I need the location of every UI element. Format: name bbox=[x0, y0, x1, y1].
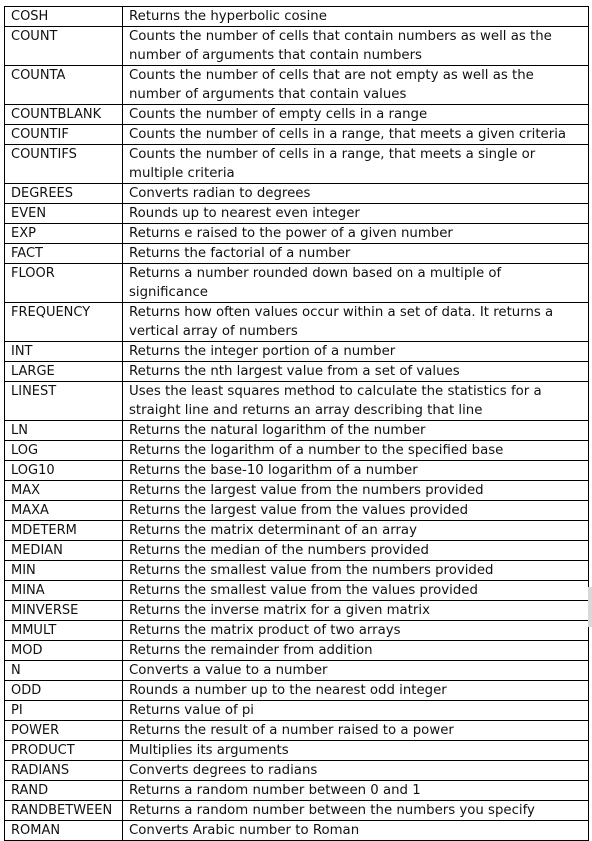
function-description-cell: Returns a random number between 0 and 1 bbox=[123, 781, 589, 801]
table-row bbox=[5, 224, 589, 244]
function-name-cell: COUNTIF bbox=[5, 125, 123, 145]
function-description-cell: Converts degrees to radians bbox=[123, 761, 589, 781]
function-name-cell: MAX bbox=[5, 481, 123, 501]
table-row bbox=[5, 145, 589, 184]
table-row bbox=[5, 342, 589, 362]
function-name-cell: RAND bbox=[5, 781, 123, 801]
function-table-container bbox=[4, 6, 588, 841]
function-name-cell: MOD bbox=[5, 641, 123, 661]
function-name-cell: LINEST bbox=[5, 382, 123, 421]
table-row bbox=[5, 621, 589, 641]
table-row bbox=[5, 561, 589, 581]
page-edge-marker bbox=[588, 587, 592, 627]
table-row bbox=[5, 421, 589, 441]
table-row bbox=[5, 66, 589, 105]
function-name-cell: ROMAN bbox=[5, 821, 123, 841]
table-row bbox=[5, 661, 589, 681]
function-description-cell: Returns the nth largest value from a set of values bbox=[123, 362, 589, 382]
table-row bbox=[5, 541, 589, 561]
function-description-cell: Returns how often values occur within a set of data. It returns a vertical array of numbers bbox=[123, 303, 589, 342]
table-row bbox=[5, 701, 589, 721]
function-name-cell: RANDBETWEEN bbox=[5, 801, 123, 821]
function-description-cell: Counts the number of empty cells in a range bbox=[123, 105, 589, 125]
function-name-cell: COUNTBLANK bbox=[5, 105, 123, 125]
function-description-cell: Returns the factorial of a number bbox=[123, 244, 589, 264]
function-name-cell: MIN bbox=[5, 561, 123, 581]
table-row bbox=[5, 204, 589, 224]
table-row bbox=[5, 721, 589, 741]
function-name-cell: POWER bbox=[5, 721, 123, 741]
function-description-cell: Returns the largest value from the values provided bbox=[123, 501, 589, 521]
table-row bbox=[5, 641, 589, 661]
function-description-cell: Multiplies its arguments bbox=[123, 741, 589, 761]
table-row bbox=[5, 105, 589, 125]
function-name-cell: EVEN bbox=[5, 204, 123, 224]
function-name-cell: MEDIAN bbox=[5, 541, 123, 561]
table-row bbox=[5, 244, 589, 264]
table-row bbox=[5, 382, 589, 421]
table-row bbox=[5, 581, 589, 601]
table-row bbox=[5, 303, 589, 342]
table-row bbox=[5, 362, 589, 382]
table-row bbox=[5, 184, 589, 204]
table-row bbox=[5, 461, 589, 481]
function-name-cell: LN bbox=[5, 421, 123, 441]
function-name-cell: LOG bbox=[5, 441, 123, 461]
table-row bbox=[5, 681, 589, 701]
function-description-cell: Converts Arabic number to Roman bbox=[123, 821, 589, 841]
function-description-cell: Rounds up to nearest even integer bbox=[123, 204, 589, 224]
function-description-cell: Returns a random number between the numbers you specify bbox=[123, 801, 589, 821]
function-name-cell: MINVERSE bbox=[5, 601, 123, 621]
table-row bbox=[5, 741, 589, 761]
function-table bbox=[4, 6, 589, 841]
function-description-cell: Returns the natural logarithm of the number bbox=[123, 421, 589, 441]
function-name-cell: COUNT bbox=[5, 27, 123, 66]
function-description-cell: Returns e raised to the power of a given number bbox=[123, 224, 589, 244]
function-name-cell: PI bbox=[5, 701, 123, 721]
function-name-cell: COUNTA bbox=[5, 66, 123, 105]
function-table-body bbox=[5, 7, 589, 841]
function-name-cell: MAXA bbox=[5, 501, 123, 521]
function-name-cell: LARGE bbox=[5, 362, 123, 382]
function-name-cell: MDETERM bbox=[5, 521, 123, 541]
function-description-cell: Returns the matrix determinant of an array bbox=[123, 521, 589, 541]
table-row bbox=[5, 601, 589, 621]
table-row bbox=[5, 501, 589, 521]
function-name-cell: INT bbox=[5, 342, 123, 362]
function-name-cell: COUNTIFS bbox=[5, 145, 123, 184]
function-name-cell: FREQUENCY bbox=[5, 303, 123, 342]
function-description-cell: Returns the logarithm of a number to the specified base bbox=[123, 441, 589, 461]
table-row bbox=[5, 7, 589, 27]
function-name-cell: MMULT bbox=[5, 621, 123, 641]
function-description-cell: Converts radian to degrees bbox=[123, 184, 589, 204]
function-description-cell: Returns the largest value from the numbers provided bbox=[123, 481, 589, 501]
function-description-cell: Returns the inverse matrix for a given matrix bbox=[123, 601, 589, 621]
function-description-cell: Returns the remainder from addition bbox=[123, 641, 589, 661]
function-name-cell: EXP bbox=[5, 224, 123, 244]
function-description-cell: Returns the hyperbolic cosine bbox=[123, 7, 589, 27]
function-name-cell: N bbox=[5, 661, 123, 681]
table-row bbox=[5, 441, 589, 461]
function-description-cell: Converts a value to a number bbox=[123, 661, 589, 681]
function-description-cell: Returns the smallest value from the numbers provided bbox=[123, 561, 589, 581]
function-description-cell: Returns the median of the numbers provided bbox=[123, 541, 589, 561]
table-row bbox=[5, 481, 589, 501]
function-description-cell: Counts the number of cells in a range, that meets a given criteria bbox=[123, 125, 589, 145]
table-row bbox=[5, 761, 589, 781]
function-name-cell: LOG10 bbox=[5, 461, 123, 481]
function-name-cell: PRODUCT bbox=[5, 741, 123, 761]
function-name-cell: FACT bbox=[5, 244, 123, 264]
function-name-cell: RADIANS bbox=[5, 761, 123, 781]
function-description-cell: Counts the number of cells in a range, that meets a single or multiple criteria bbox=[123, 145, 589, 184]
function-description-cell: Returns the result of a number raised to a power bbox=[123, 721, 589, 741]
function-description-cell: Counts the number of cells that are not empty as well as the number of arguments that contain values bbox=[123, 66, 589, 105]
function-description-cell: Returns value of pi bbox=[123, 701, 589, 721]
function-description-cell: Counts the number of cells that contain numbers as well as the number of arguments that contain numbers bbox=[123, 27, 589, 66]
table-row bbox=[5, 125, 589, 145]
table-row bbox=[5, 821, 589, 841]
function-name-cell: COSH bbox=[5, 7, 123, 27]
function-description-cell: Returns a number rounded down based on a multiple of significance bbox=[123, 264, 589, 303]
table-row bbox=[5, 521, 589, 541]
table-row bbox=[5, 264, 589, 303]
function-name-cell: MINA bbox=[5, 581, 123, 601]
function-description-cell: Uses the least squares method to calculate the statistics for a straight line and returns an array describing that line bbox=[123, 382, 589, 421]
function-description-cell: Returns the integer portion of a number bbox=[123, 342, 589, 362]
function-description-cell: Rounds a number up to the nearest odd integer bbox=[123, 681, 589, 701]
function-name-cell: ODD bbox=[5, 681, 123, 701]
function-description-cell: Returns the smallest value from the values provided bbox=[123, 581, 589, 601]
function-description-cell: Returns the base-10 logarithm of a number bbox=[123, 461, 589, 481]
table-row bbox=[5, 801, 589, 821]
function-description-cell: Returns the matrix product of two arrays bbox=[123, 621, 589, 641]
table-row bbox=[5, 781, 589, 801]
table-row bbox=[5, 27, 589, 66]
function-name-cell: DEGREES bbox=[5, 184, 123, 204]
function-name-cell: FLOOR bbox=[5, 264, 123, 303]
